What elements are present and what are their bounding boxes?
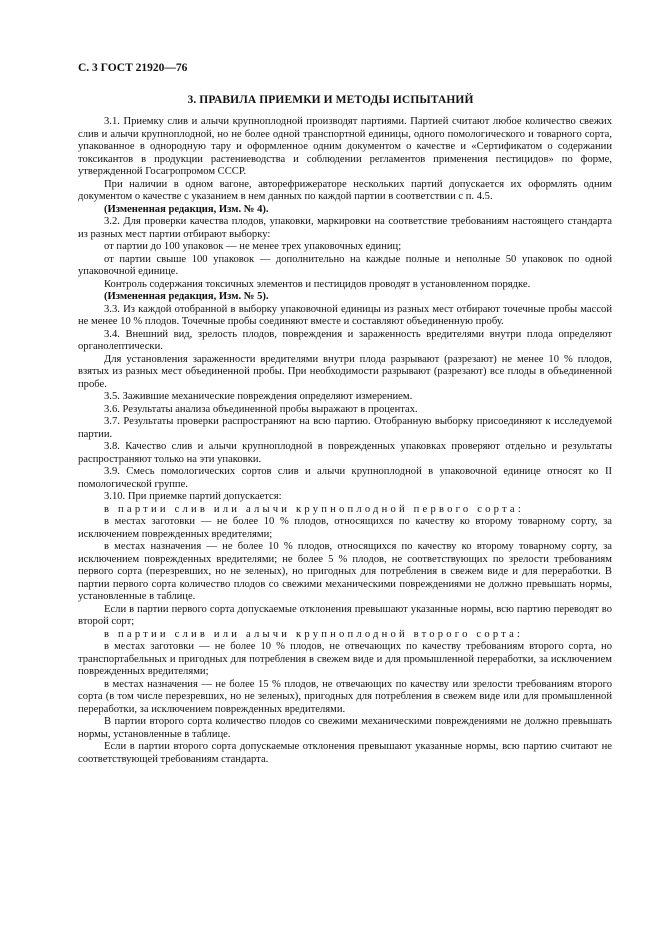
paragraph-3-5: 3.5. Зажившие механические повреждения определяют измерением. (104, 391, 413, 402)
body-text (78, 116, 612, 766)
amendment-note: (Измененная редакция, Изм. № 5). (104, 291, 269, 302)
paragraph: Контроль содержания токсичных элементов и пестицидов проводят в установленном порядке. (104, 278, 531, 290)
paragraph-3-1: 3.1. Приемку слив и алычи крупноплодной производят партиями. Партией считают любое количество свежих слив и алычи крупноплодной, но не более одной транспортной единицы, одного помологического и товарного сорта, упакованное в однородную тару и оформленное одним документом о качестве и «Сертификатом о содержании токсикантов в продукции растениеводства и соблюдении регламентов применения пестицидов» по форме, утвержденной Госагропромом СССР. (78, 116, 612, 177)
paragraph: от партии свыше 100 упаковок — дополнительно на каждые полные и неполные 50 упаковок по одной упаковочной единице. (78, 253, 612, 277)
paragraph: в местах назначения — не более 10 % плодов, относящихся по качеству ко второму товарному сорту, за исключением поврежденных вредителями; не более 5 % плодов, не соответствующих по зрелости требованиям первого сорта (перезревших, но не зеленых), но пригодных для потребления в свежем виде и для переработки. В партии первого сорта количество плодов со свежими механическими повреждениями не должно превышать нормы, установленные в таблице. (78, 541, 612, 602)
first-grade-heading: в партии слив или алычи крупноплодной первого сорта: (104, 503, 524, 515)
paragraph: При наличии в одном вагоне, авторефрижераторе нескольких партий допускается их оформлять одним документом о качестве с указанием в нем данных по каждой партии в соответствии с п. 4.5. (78, 178, 612, 202)
paragraph-3-7: 3.7. Результаты проверки распространяют на всю партию. Отобранную выборку присоединяют к исследуемой партии. (78, 416, 612, 440)
paragraph-3-10: 3.10. При приемке партий допускается: (104, 491, 282, 502)
paragraph: от партии до 100 упаковок — не менее трех упаковочных единиц; (104, 241, 402, 252)
paragraph: В партии второго сорта количество плодов со свежими механическими повреждениями не должно превышать нормы, установленные в таблице. (78, 716, 612, 740)
paragraph-3-4: 3.4. Внешний вид, зрелость плодов, повреждения и зараженность вредителями внутри плода определяют органолептически. (78, 328, 612, 352)
paragraph-3-6: 3.6. Результаты анализа объединенной пробы выражают в процентах. (104, 403, 418, 415)
second-grade-heading: в партии слив или алычи крупноплодной второго сорта: (104, 628, 524, 640)
paragraph-3-2: 3.2. Для проверки качества плодов, упаковки, маркировки на соответствие требованиям настоящего стандарта из разных мест партии отбирают выборку: (78, 216, 612, 240)
paragraph: Для установления зараженности вредителями внутри плода разрывают (разрезают) не менее 10 % плодов, взятых из разных мест объединенной пробы. При необходимости разрывают (разрезают) все плоды в объединенной пробе. (78, 353, 612, 390)
section-title: 3. ПРАВИЛА ПРИЕМКИ И МЕТОДЫ ИСПЫТАНИЙ (187, 94, 474, 106)
paragraph: Если в партии второго сорта допускаемые отклонения превышают указанные нормы, всю партию считают не соответствующей требованиям стандарта. (78, 741, 612, 765)
paragraph: в местах заготовки — не более 10 % плодов, не отвечающих по качеству требованиям второго сорта, но транспортабельных и пригодных для потребления в свежем виде и для промышленной переработки, за исключением поврежденных вредителями; (78, 641, 612, 677)
page-header: С. 3 ГОСТ 21920—76 (78, 62, 188, 74)
paragraph-3-3: 3.3. Из каждой отобранной в выборку упаковочной единицы из разных мест отбирают точечные пробы массой не менее 10 % плодов. Точечные пробы соединяют вместе и составляют объединенную пробу. (78, 303, 612, 327)
paragraph-3-9: 3.9. Смесь помологических сортов слив и алычи крупноплодной в упаковочной единице относят ко II помологической группе. (78, 466, 612, 490)
paragraph-3-8: 3.8. Качество слив и алычи крупноплодной в поврежденных упаковках проверяют отдельно и результаты распространяют только на эти упаковки. (78, 441, 612, 465)
amendment-note: (Измененная редакция, Изм. № 4). (104, 203, 269, 215)
paragraph: в местах назначения — не более 15 % плодов, не отвечающих по качеству или зрелости требованиям второго сорта (в том числе перезревших, но не зеленых), пригодных для потребления в свежем виде или для промышленной переработки, за исключением поврежденных вредителями. (78, 678, 612, 715)
paragraph: в местах заготовки — не более 10 % плодов, относящихся по качеству ко второму товарному сорту, за исключением поврежденных вредителями; (78, 516, 612, 540)
paragraph: Если в партии первого сорта допускаемые отклонения превышают указанные нормы, всю партию переводят во второй сорт; (78, 603, 612, 627)
